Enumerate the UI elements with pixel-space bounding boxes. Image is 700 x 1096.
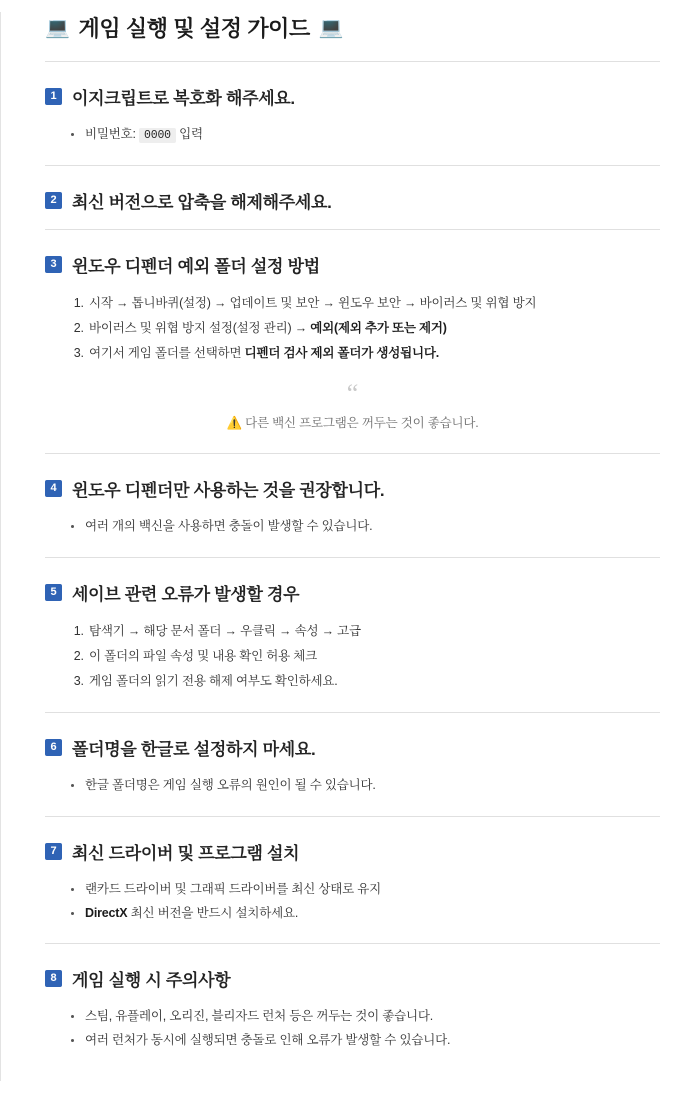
section-2-title: 최신 버전으로 압축을 해제해주세요. [72, 192, 332, 212]
list-item [87, 316, 660, 341]
section-4-bullets [45, 515, 660, 539]
section-5-steps [45, 619, 660, 694]
section-6-bullets [45, 774, 660, 798]
document-content [0, 12, 700, 1071]
section-6-title: 폴더명을 한글로 설정하지 마세요. [72, 740, 316, 760]
section-2-head [45, 188, 660, 213]
laptop-icon-right: 💻 [318, 16, 344, 39]
warning-icon: ⚠️ [226, 416, 242, 431]
section-5-number: 5 [45, 584, 62, 601]
section-8-head [45, 966, 660, 991]
section-4 [45, 454, 660, 557]
password-suffix: 입력 [175, 127, 203, 141]
section-3-steps [45, 291, 660, 366]
section-7 [45, 817, 660, 944]
laptop-icon-left: 💻 [45, 16, 70, 39]
section-4-number: 4 [45, 480, 62, 497]
step-emphasis: 예외(제외 추가 또는 제거) [310, 320, 447, 335]
password-code: 0000 [139, 128, 176, 143]
list-item [85, 902, 660, 926]
section-4-title: 윈도우 디펜더만 사용하는 것을 권장합니다. [72, 481, 385, 501]
section-6-number: 6 [45, 739, 62, 756]
section-7-number: 7 [45, 843, 62, 860]
section-1-number: 1 [45, 88, 62, 105]
quote-mark-icon: “ [346, 378, 359, 408]
step-text: 여기서 게임 폴더를 선택하면 [89, 345, 245, 360]
section-2-number: 2 [45, 192, 62, 209]
list-item: 1. 시작 → 톱니바퀴(설정) → 업데이트 및 보안 → 윈도우 보안 → 바이러스 및 위협 방지 [87, 291, 660, 316]
section-6-head [45, 735, 660, 760]
section-8-bullets [45, 1005, 660, 1053]
section-7-title: 최신 드라이버 및 프로그램 설치 [72, 843, 300, 863]
directx-text: 최신 버전을 반드시 설치하세요. [127, 905, 299, 920]
directx-label: DirectX [85, 905, 128, 920]
section-5-head [45, 580, 660, 605]
page-title-text: 게임 실행 및 설정 가이드 [78, 16, 310, 41]
section-8 [45, 944, 660, 1071]
section-7-bullets [45, 878, 660, 926]
section-7-head [45, 839, 660, 864]
list-item: 랜카드 드라이버 및 그래픽 드라이버를 최신 상태로 유지 [85, 878, 660, 902]
section-3-number: 3 [45, 256, 62, 273]
section-3-title: 윈도우 디펜더 예외 폴더 설정 방법 [72, 256, 320, 276]
list-item: 1. 탐색기 → 해당 문서 폴더 → 우클릭 → 속성 → 고급 [87, 619, 660, 644]
password-label: 비밀번호: [85, 127, 140, 141]
section-4-head [45, 476, 660, 501]
step-emphasis: 디펜더 검사 제외 폴더가 생성됩니다. [244, 345, 440, 360]
guide-page [0, 12, 700, 1081]
list-item [85, 123, 660, 147]
section-1 [45, 62, 660, 165]
page-title [45, 12, 660, 61]
section-3-head [45, 252, 660, 277]
list-item: 스팀, 유플레이, 오리진, 블리자드 런처 등은 꺼두는 것이 좋습니다. [85, 1005, 660, 1029]
section-5-title: 세이브 관련 오류가 발생할 경우 [72, 585, 300, 605]
list-item: 3. 게임 폴더의 읽기 전용 해제 여부도 확인하세요. [87, 669, 660, 694]
section-1-bullets [45, 123, 660, 147]
section-6 [45, 713, 660, 816]
list-item: 2. 이 폴더의 파일 속성 및 내용 확인 허용 체크 [87, 644, 660, 669]
note-text: 다른 백신 프로그램은 꺼두는 것이 좋습니다. [245, 416, 479, 431]
note-text-line [45, 413, 660, 431]
list-item: 한글 폴더명은 게임 실행 오류의 원인이 될 수 있습니다. [85, 774, 660, 798]
section-2 [45, 166, 660, 229]
section-8-title: 게임 실행 시 주의사항 [72, 971, 231, 991]
list-item [87, 341, 660, 366]
section-1-title: 이지크립트로 복호화 해주세요. [72, 89, 295, 108]
left-gutter-rule [0, 12, 1, 1081]
list-item: 여러 개의 백신을 사용하면 충돌이 발생할 수 있습니다. [85, 515, 660, 539]
step-text: 바이러스 및 위협 방지 설정(설정 관리) → [89, 320, 311, 335]
section-3 [45, 230, 660, 454]
section-1-head [45, 84, 660, 109]
section-8-number: 8 [45, 970, 62, 987]
section-3-note [45, 378, 660, 432]
section-5 [45, 558, 660, 712]
list-item: 여러 런처가 동시에 실행되면 충돌로 인해 오류가 발생할 수 있습니다. [85, 1029, 660, 1053]
